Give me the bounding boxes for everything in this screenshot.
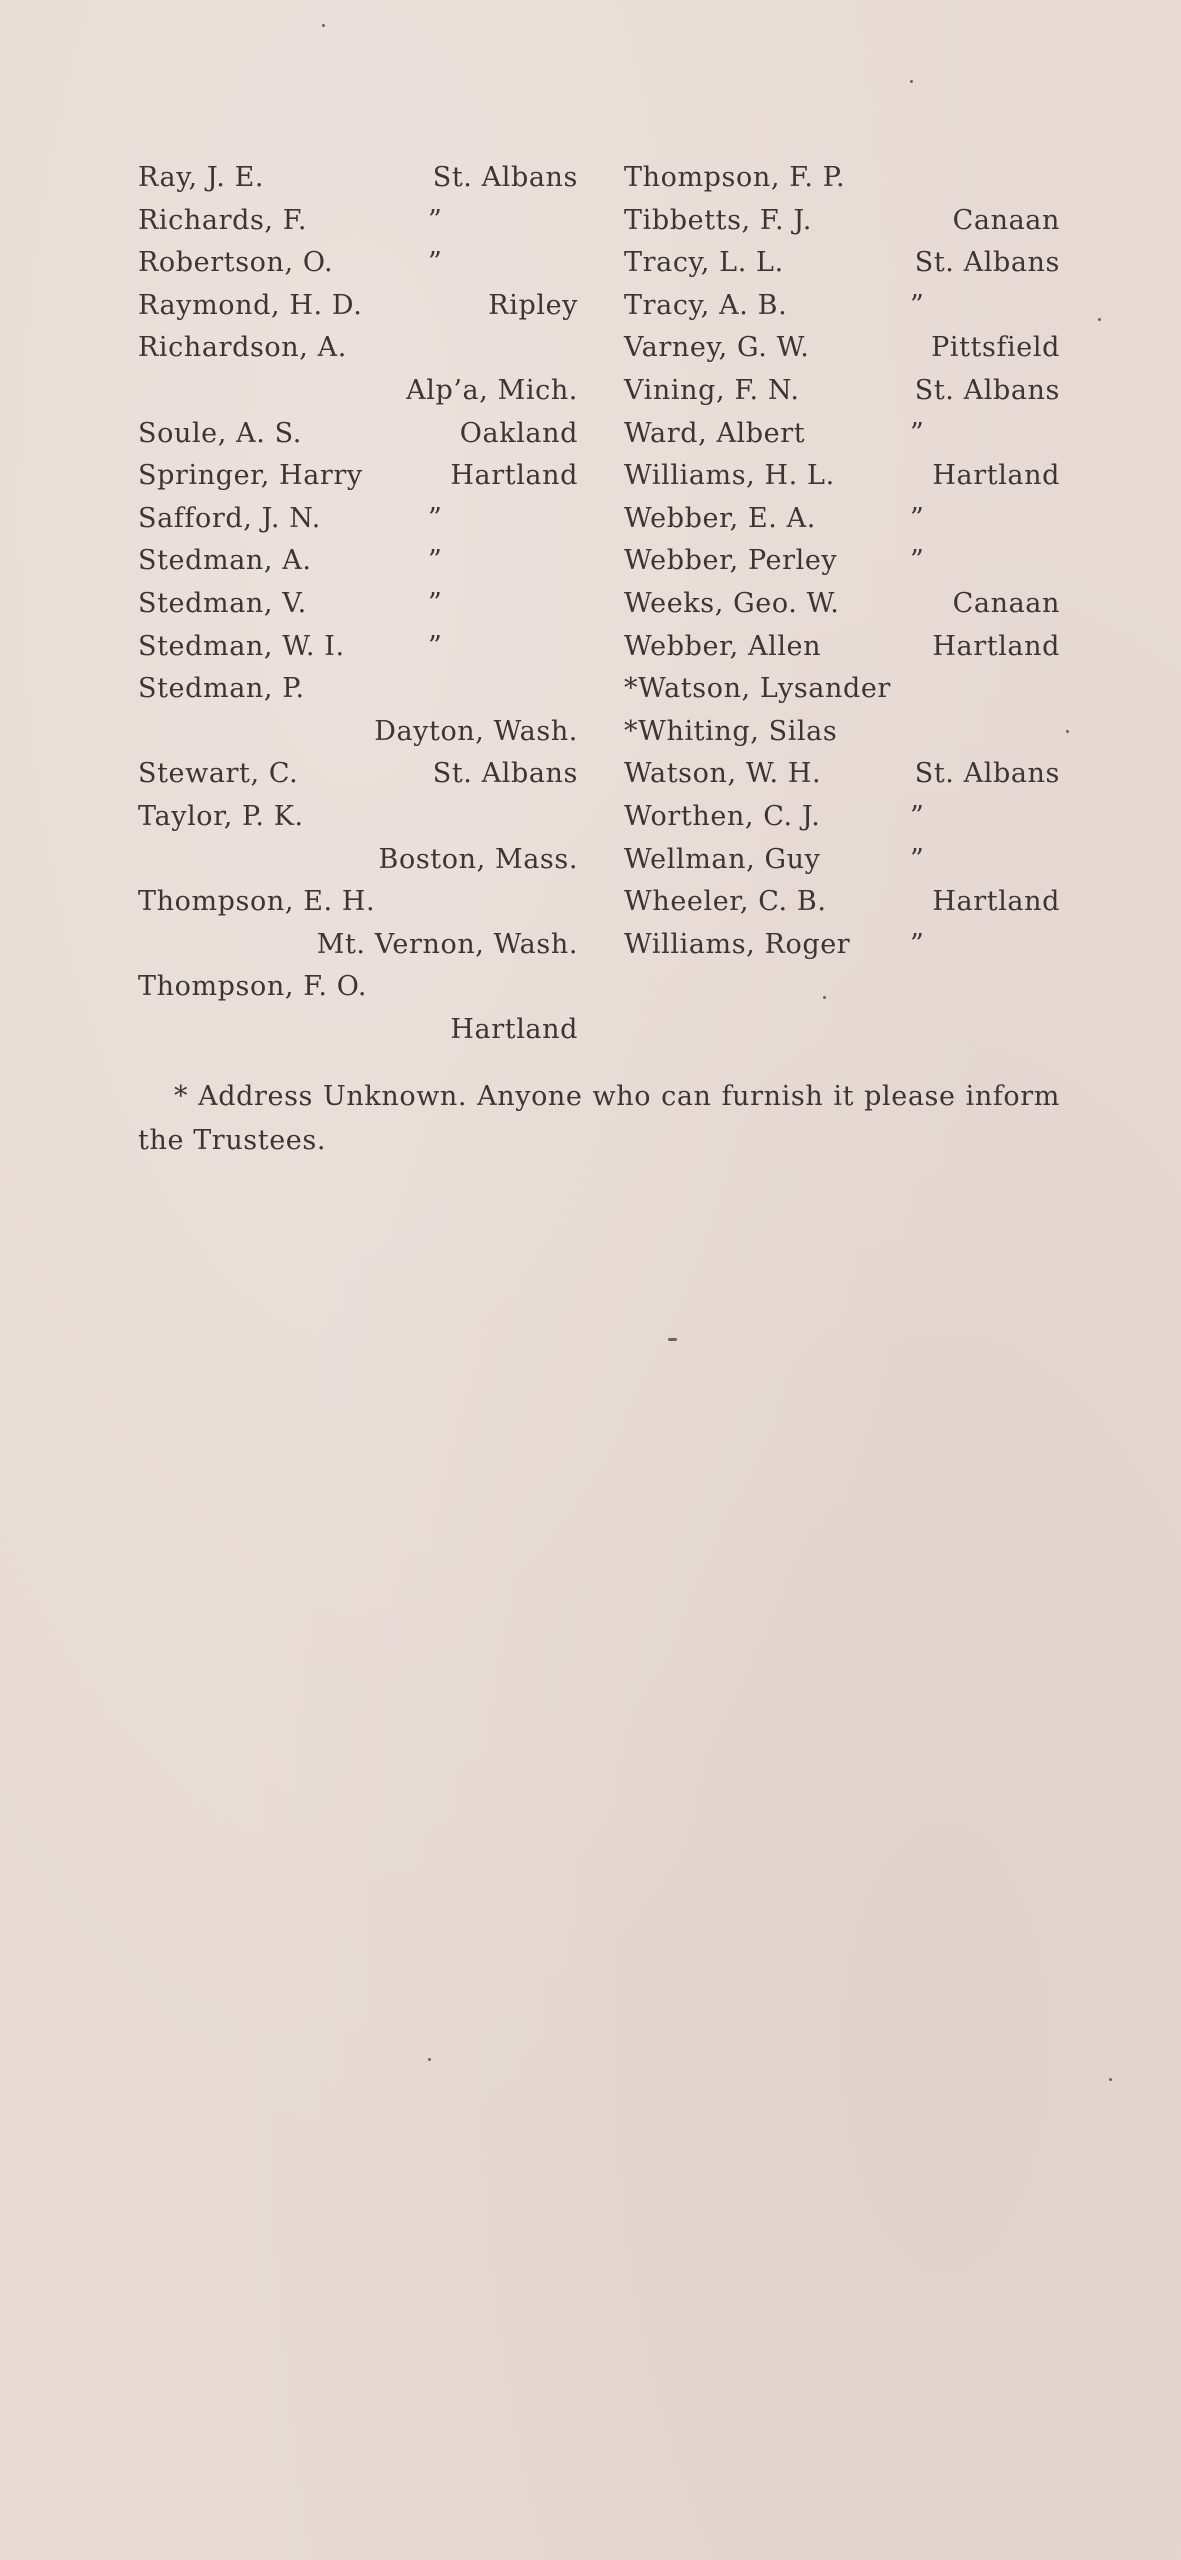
- entry-place: St. Albans: [432, 758, 578, 790]
- paper-speck: [668, 1338, 677, 1341]
- ditto-mark: ”: [910, 928, 925, 960]
- left-name-column: [138, 157, 578, 1051]
- ditto-mark: ”: [428, 545, 443, 577]
- entry-place: Pittsfield: [931, 332, 1060, 364]
- name-entry: [624, 583, 1060, 626]
- entry-name: *Watson, Lysander: [624, 673, 891, 705]
- entry-place: Hartland: [932, 630, 1060, 662]
- entry-name: Thompson, F. O.: [138, 971, 368, 1003]
- entry-name: Richards, F.: [138, 204, 308, 236]
- name-entry: [624, 285, 1060, 328]
- entry-place: Alp’a, Mich.: [406, 374, 578, 406]
- ditto-mark: ”: [428, 630, 443, 662]
- entry-place: Hartland: [932, 886, 1060, 918]
- name-entry: [624, 455, 1060, 498]
- entry-name: Webber, E. A.: [624, 502, 816, 534]
- entry-place: St. Albans: [914, 758, 1060, 790]
- name-entry: [138, 881, 578, 924]
- entry-name: Richardson, A.: [138, 332, 347, 364]
- right-name-column: [624, 157, 1060, 966]
- name-entry: [138, 455, 578, 498]
- entry-name: Stedman, P.: [138, 673, 305, 705]
- name-entry: [624, 200, 1060, 243]
- entry-place: Mt. Vernon, Wash.: [316, 928, 578, 960]
- entry-name: Watson, W. H.: [624, 758, 822, 790]
- name-entry: [138, 413, 578, 456]
- entry-name: Weeks, Geo. W.: [624, 587, 840, 619]
- paper-speck: [322, 24, 325, 27]
- entry-place: St. Albans: [432, 162, 578, 193]
- name-entry: [138, 242, 578, 285]
- name-entry: [138, 157, 578, 200]
- ditto-mark: ”: [910, 843, 925, 875]
- entry-name: Wheeler, C. B.: [624, 886, 827, 918]
- paper-speck: [823, 996, 826, 999]
- entry-name: Safford, J. N.: [138, 502, 321, 534]
- entry-name: Robertson, O.: [138, 247, 334, 279]
- entry-name: Webber, Allen: [624, 630, 822, 662]
- entry-name: Stedman, W. I.: [138, 630, 345, 662]
- paper-speck: [1066, 730, 1069, 733]
- paper-speck: [910, 80, 913, 83]
- entry-name: Webber, Perley: [624, 545, 838, 577]
- address-continuation-line: [138, 711, 578, 754]
- entry-name: Vining, F. N.: [624, 374, 800, 406]
- paper-speck: [1098, 318, 1101, 321]
- name-entry: [138, 966, 578, 1009]
- entry-name: Thompson, E. H.: [138, 886, 376, 918]
- entry-name: *Whiting, Silas: [624, 715, 838, 747]
- ditto-mark: ”: [428, 502, 443, 534]
- entry-name: Ray, J. E.: [138, 162, 265, 193]
- name-entry: [624, 924, 1060, 967]
- name-entry: [138, 540, 578, 583]
- entry-place: St. Albans: [914, 247, 1060, 279]
- address-continuation-line: [138, 370, 578, 413]
- name-entry: [138, 583, 578, 626]
- ditto-mark: ”: [910, 545, 925, 577]
- name-entry: [624, 242, 1060, 285]
- entry-place: Hartland: [450, 460, 578, 492]
- ditto-mark: ”: [910, 800, 925, 832]
- entry-name: Wellman, Guy: [624, 843, 821, 875]
- entry-name: Stedman, V.: [138, 587, 307, 619]
- entry-place: Canaan: [952, 587, 1060, 619]
- paper-speck: [428, 2058, 431, 2061]
- ditto-mark: ”: [910, 502, 925, 534]
- entry-name: Soule, A. S.: [138, 417, 302, 449]
- name-entry: [138, 626, 578, 669]
- entry-name: Williams, H. L.: [624, 460, 835, 492]
- entry-name: Taylor, P. K.: [138, 800, 304, 832]
- name-entry: [138, 498, 578, 541]
- entry-name: Raymond, H. D.: [138, 289, 363, 321]
- name-entry: [138, 327, 578, 370]
- name-entry: [624, 839, 1060, 882]
- entry-name: Tracy, L. L.: [624, 247, 784, 279]
- entry-name: Thompson, F. P.: [624, 162, 846, 193]
- name-entry: [138, 200, 578, 243]
- entry-name: Stedman, A.: [138, 545, 312, 577]
- ditto-mark: ”: [428, 247, 443, 279]
- entry-place: Oakland: [459, 417, 578, 449]
- entry-place: Ripley: [488, 289, 578, 321]
- paper-speck: [1109, 2078, 1112, 2081]
- address-unknown-footnote: * Address Unknown. Anyone who can furnish it please inform the Trustees.: [138, 1081, 1060, 1156]
- address-continuation-line: [138, 924, 578, 967]
- name-entry: [624, 626, 1060, 669]
- entry-place: Canaan: [952, 204, 1060, 236]
- name-entry: [624, 413, 1060, 456]
- ditto-mark: ”: [428, 204, 443, 236]
- entry-place: Hartland: [450, 1013, 578, 1045]
- entry-place: Dayton, Wash.: [374, 715, 578, 747]
- name-entry: [624, 796, 1060, 839]
- name-entry: [624, 881, 1060, 924]
- ditto-mark: ”: [428, 587, 443, 619]
- ditto-mark: ”: [910, 289, 925, 321]
- name-entry: [624, 157, 1060, 200]
- name-entry: [624, 498, 1060, 541]
- entry-place: Hartland: [932, 460, 1060, 492]
- entry-name: Stewart, C.: [138, 758, 299, 790]
- name-entry: [138, 668, 578, 711]
- name-entry: [624, 668, 1060, 711]
- address-continuation-line: [138, 1009, 578, 1052]
- name-entry: [138, 753, 578, 796]
- entry-name: Worthen, C. J.: [624, 800, 821, 832]
- entry-name: Springer, Harry: [138, 460, 363, 492]
- entry-place: Boston, Mass.: [378, 843, 578, 875]
- entry-name: Varney, G. W.: [624, 332, 810, 364]
- entry-place: St. Albans: [914, 374, 1060, 406]
- ditto-mark: ”: [910, 417, 925, 449]
- name-entry: [624, 370, 1060, 413]
- entry-name: Ward, Albert: [624, 417, 806, 449]
- address-continuation-line: [138, 839, 578, 882]
- entry-name: Williams, Roger: [624, 928, 851, 960]
- name-entry: [138, 796, 578, 839]
- name-entry: [624, 711, 1060, 754]
- entry-name: Tibbetts, F. J.: [624, 204, 812, 236]
- name-entry: [624, 753, 1060, 796]
- entry-name: Tracy, A. B.: [624, 289, 788, 321]
- name-entry: [624, 540, 1060, 583]
- name-entry: [138, 285, 578, 328]
- name-entry: [624, 327, 1060, 370]
